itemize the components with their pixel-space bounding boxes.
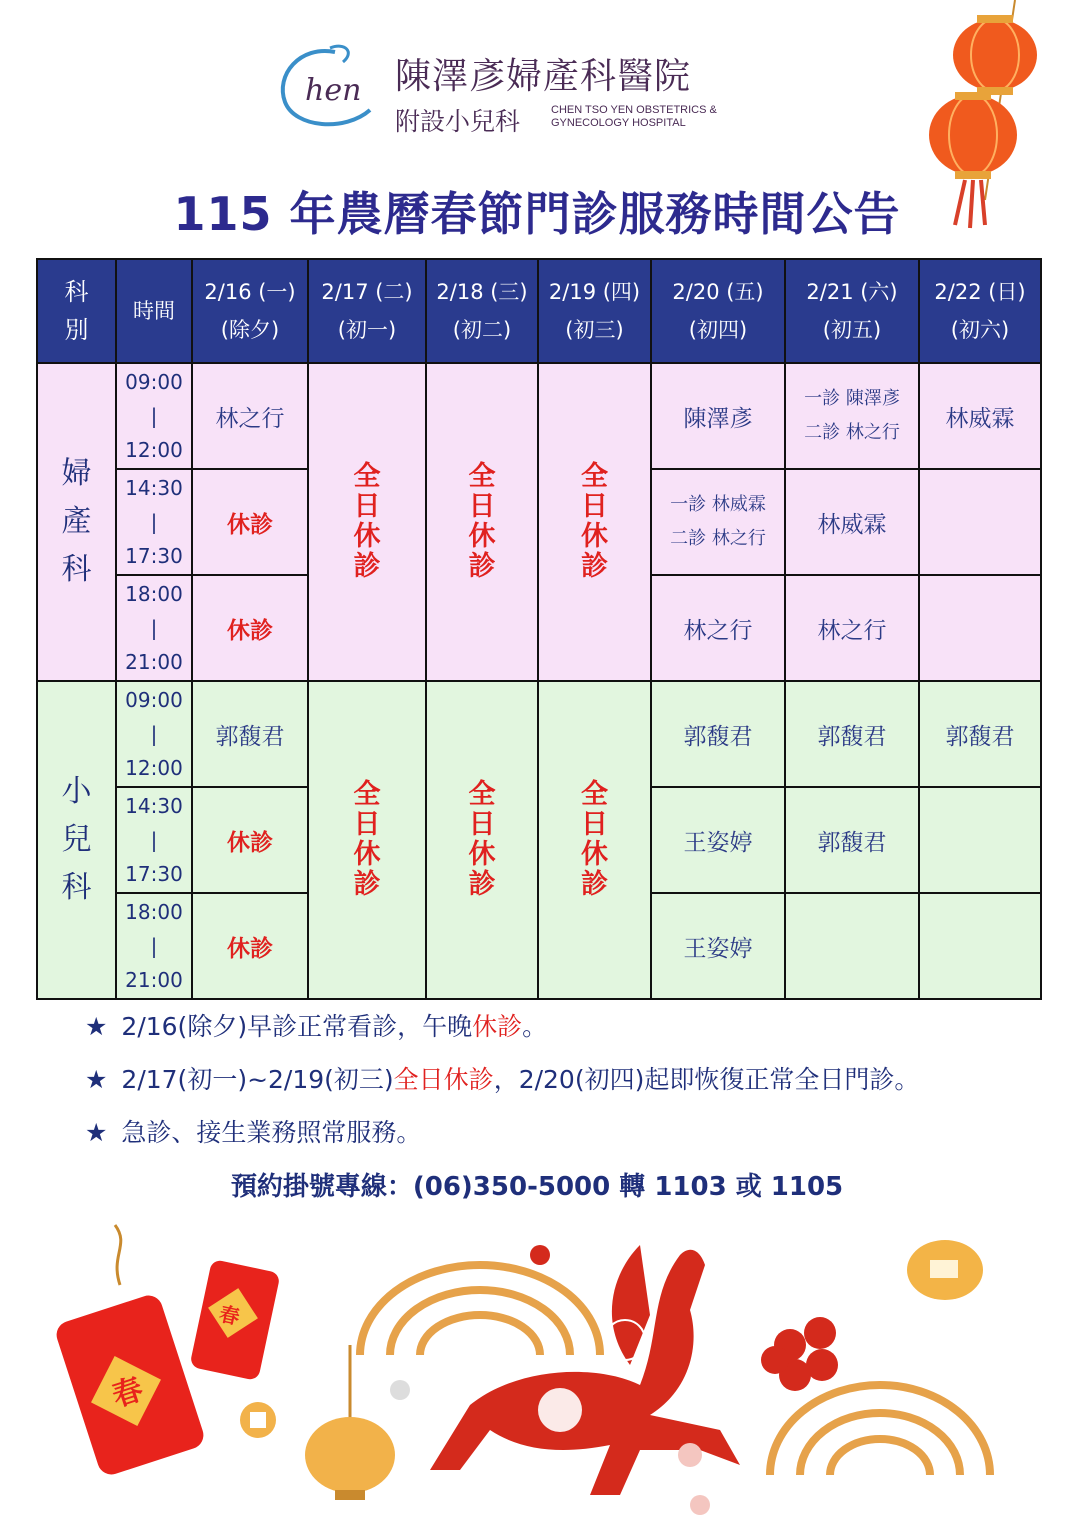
schedule-cell: 郭馥君 bbox=[785, 787, 919, 893]
schedule-cell: 陳澤彥 bbox=[651, 363, 785, 469]
rest-cell: 休診 bbox=[192, 469, 308, 575]
time-slot: 14:30 | 17:30 bbox=[116, 469, 192, 575]
schedule-cell: 林威霖 bbox=[785, 469, 919, 575]
time-slot: 09:00 | 12:00 bbox=[116, 681, 192, 787]
schedule-cell: 郭馥君 bbox=[192, 681, 308, 787]
rest-cell: 休診 bbox=[192, 787, 308, 893]
svg-text:春: 春 bbox=[108, 1371, 148, 1415]
notes-list bbox=[85, 1010, 919, 1169]
booking-phone: 預約掛號專線：(06)350-5000 轉 1103 或 1105 bbox=[230, 1172, 844, 1202]
schedule-cell: 王姿婷 bbox=[651, 893, 785, 999]
dept-gynecology: 婦 產 科 bbox=[37, 363, 116, 681]
schedule-cell: 一診 林威霖 二診 林之行 bbox=[651, 469, 785, 575]
header-day: 2/16 (一) (除夕) bbox=[192, 259, 308, 363]
header-dept: 科 別 bbox=[37, 259, 116, 363]
table-row bbox=[37, 681, 1041, 787]
rest-cell: 休診 bbox=[192, 575, 308, 681]
svg-text:春: 春 bbox=[217, 1301, 242, 1330]
table-header-row bbox=[37, 259, 1041, 363]
star-icon: ★ bbox=[85, 1012, 108, 1041]
new-year-decoration bbox=[0, 1215, 1074, 1515]
header-day: 2/21 (六) (初五) bbox=[785, 259, 919, 363]
firecracker-icon bbox=[189, 1259, 280, 1381]
header-day: 2/19 (四) (初三) bbox=[538, 259, 651, 363]
table-row bbox=[37, 363, 1041, 469]
closed-all-day: 全 日 休 診 bbox=[426, 363, 538, 681]
closed-all-day: 全 日 休 診 bbox=[538, 363, 651, 681]
header-time: 時間 bbox=[116, 259, 192, 363]
english-line-2: GYNECOLOGY HOSPITAL bbox=[551, 117, 686, 129]
flower-icon bbox=[761, 1317, 838, 1391]
page-title: 115 年農曆春節門診服務時間公告 bbox=[173, 187, 901, 241]
closed-all-day: 全 日 休 診 bbox=[426, 681, 538, 999]
logo-mark-text: hen bbox=[305, 73, 362, 108]
note-item: ★ 2/16(除夕)早診正常看診，午晚休診。 bbox=[85, 1012, 548, 1041]
english-line-1: CHEN TSO YEN OBSTETRICS & bbox=[551, 104, 717, 116]
schedule-cell: 林之行 bbox=[192, 363, 308, 469]
schedule-cell bbox=[919, 893, 1041, 999]
hospital-english-name bbox=[551, 104, 717, 130]
star-icon: ★ bbox=[85, 1065, 108, 1094]
closed-all-day: 全 日 休 診 bbox=[538, 681, 651, 999]
schedule-cell: 一診 陳澤彥 二診 林之行 bbox=[785, 363, 919, 469]
firecracker-icon bbox=[53, 1225, 207, 1478]
header-day: 2/20 (五) (初四) bbox=[651, 259, 785, 363]
schedule-cell bbox=[919, 469, 1041, 575]
time-slot: 18:00 | 21:00 bbox=[116, 575, 192, 681]
schedule-cell bbox=[785, 893, 919, 999]
closed-all-day: 全 日 休 診 bbox=[308, 363, 426, 681]
header-day: 2/18 (三) (初二) bbox=[426, 259, 538, 363]
schedule-cell: 林之行 bbox=[785, 575, 919, 681]
schedule-cell: 林威霖 bbox=[919, 363, 1041, 469]
dept-pediatrics: 小 兒 科 bbox=[37, 681, 116, 999]
hospital-name: 陳澤彥婦產科醫院 bbox=[395, 56, 692, 97]
schedule-cell bbox=[919, 575, 1041, 681]
hospital-logo bbox=[275, 40, 755, 140]
logo-mark-icon bbox=[275, 40, 385, 135]
closed-all-day: 全 日 休 診 bbox=[308, 681, 426, 999]
rest-cell: 休診 bbox=[192, 893, 308, 999]
schedule-cell: 郭馥君 bbox=[785, 681, 919, 787]
star-icon: ★ bbox=[85, 1118, 108, 1147]
schedule-table bbox=[36, 258, 1042, 1000]
schedule-cell: 王姿婷 bbox=[651, 787, 785, 893]
hospital-subname: 附設小兒科 bbox=[395, 107, 521, 136]
header-day: 2/17 (二) (初一) bbox=[308, 259, 426, 363]
schedule-cell: 林之行 bbox=[651, 575, 785, 681]
schedule-cell bbox=[919, 787, 1041, 893]
note-item: ★ 急診、接生業務照常服務。 bbox=[85, 1118, 422, 1147]
time-slot: 18:00 | 21:00 bbox=[116, 893, 192, 999]
schedule-cell: 郭馥君 bbox=[651, 681, 785, 787]
time-slot: 09:00 | 12:00 bbox=[116, 363, 192, 469]
coin-icon bbox=[907, 1240, 983, 1300]
header-day: 2/22 (日) (初六) bbox=[919, 259, 1041, 363]
schedule-cell: 郭馥君 bbox=[919, 681, 1041, 787]
note-item: ★ 2/17(初一)~2/19(初三)全日休診，2/20(初四)起即恢復正常全日門診。 bbox=[85, 1065, 920, 1094]
time-slot: 14:30 | 17:30 bbox=[116, 787, 192, 893]
